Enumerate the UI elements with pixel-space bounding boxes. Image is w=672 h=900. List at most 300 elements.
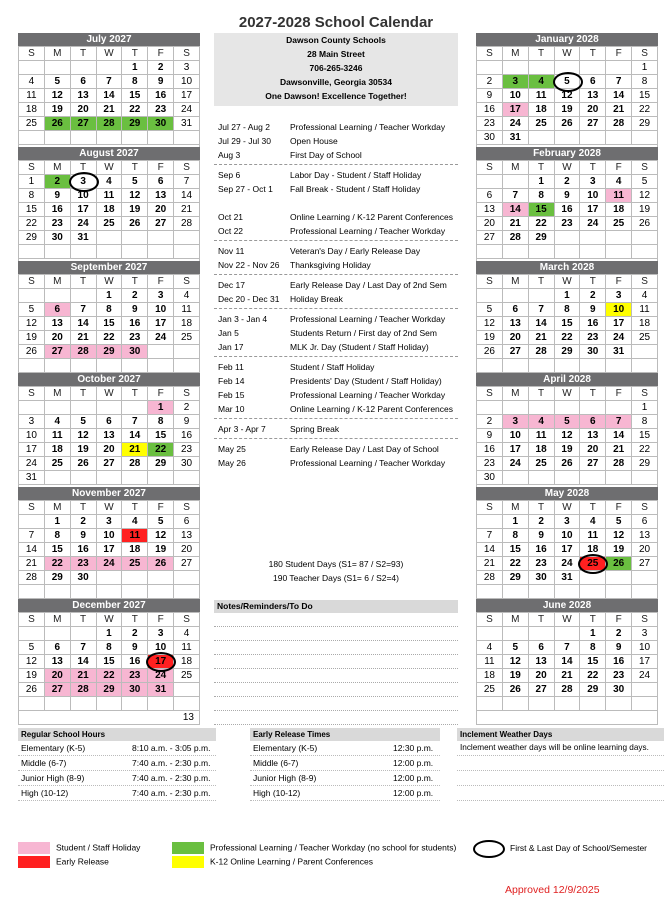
weekday-header: M xyxy=(502,501,528,515)
day-cell xyxy=(19,131,45,145)
day-cell: 11 xyxy=(122,529,148,543)
day-cell xyxy=(554,401,580,415)
day-cell xyxy=(606,131,632,145)
day-cell: 18 xyxy=(174,655,200,669)
day-cell: 2 xyxy=(580,289,606,303)
day-cell: 26 xyxy=(632,217,658,231)
event-date: Oct 21 xyxy=(218,212,244,222)
day-cell xyxy=(502,471,528,485)
day-cell: 8 xyxy=(528,189,554,203)
day-cell: 19 xyxy=(632,203,658,217)
day-cell: 29 xyxy=(96,683,122,697)
hours-value: 7:40 a.m. - 2:30 p.m. xyxy=(132,758,211,768)
event-text: Professional Learning / Teacher Workday xyxy=(290,458,446,468)
event-date: Apr 3 - Apr 7 xyxy=(218,424,266,434)
day-cell: 1 xyxy=(96,289,122,303)
day-cell: 5 xyxy=(554,415,580,429)
day-cell: 4 xyxy=(632,289,658,303)
day-cell: 6 xyxy=(632,515,658,529)
event-date: Nov 22 - Nov 26 xyxy=(218,260,280,270)
day-cell: 21 xyxy=(606,443,632,457)
legend-k12 xyxy=(172,856,373,868)
day-cell: 20 xyxy=(44,331,70,345)
weekday-header: T xyxy=(580,275,606,289)
day-cell xyxy=(148,571,174,585)
weekday-header: S xyxy=(174,387,200,401)
release-value: 12:00 p.m. xyxy=(393,758,434,768)
day-cell: 4 xyxy=(174,289,200,303)
day-cell: 23 xyxy=(606,669,632,683)
day-cell: 9 xyxy=(528,529,554,543)
day-cell xyxy=(96,697,122,711)
day-cell: 30 xyxy=(70,571,96,585)
day-cell: 20 xyxy=(44,669,70,683)
day-cell: 25 xyxy=(606,217,632,231)
day-cell: 26 xyxy=(19,345,45,359)
regular-hours-box xyxy=(18,728,216,801)
day-cell: 16 xyxy=(122,655,148,669)
day-cell: 21 xyxy=(477,557,503,571)
weekday-header: M xyxy=(44,613,70,627)
day-cell xyxy=(477,401,503,415)
event-text: Veteran's Day / Early Release Day xyxy=(290,246,421,256)
weekday-header: F xyxy=(606,275,632,289)
event-date: Nov 11 xyxy=(218,246,245,256)
day-cell: 5 xyxy=(44,75,70,89)
weekday-header: T xyxy=(528,275,554,289)
day-cell: 6 xyxy=(528,641,554,655)
day-cell xyxy=(70,289,96,303)
day-cell: 27 xyxy=(580,457,606,471)
day-cell: 5 xyxy=(477,303,503,317)
event-row xyxy=(214,168,458,182)
day-cell xyxy=(122,245,148,259)
day-cell: 8 xyxy=(502,529,528,543)
day-cell: 10 xyxy=(502,89,528,103)
day-cell: 12 xyxy=(19,655,45,669)
day-cell: 2 xyxy=(477,75,503,89)
day-cell: 30 xyxy=(580,345,606,359)
day-cell: 18 xyxy=(96,203,122,217)
day-cell: 3 xyxy=(606,289,632,303)
day-cell xyxy=(44,697,70,711)
day-cell xyxy=(528,585,554,599)
day-cell: 9 xyxy=(148,75,174,89)
weekday-header: T xyxy=(528,387,554,401)
event-row xyxy=(214,196,458,210)
events-list xyxy=(214,120,458,470)
day-cell: 3 xyxy=(174,61,200,75)
event-divider xyxy=(214,164,458,165)
day-cell: 3 xyxy=(632,627,658,641)
day-cell: 6 xyxy=(70,75,96,89)
day-cell: 14 xyxy=(96,89,122,103)
day-cell: 26 xyxy=(70,457,96,471)
event-row xyxy=(214,278,458,292)
day-cell: 1 xyxy=(96,627,122,641)
weekday-header: W xyxy=(96,161,122,175)
day-cell xyxy=(528,245,554,259)
hours-value: 7:40 a.m. - 2:30 p.m. xyxy=(132,788,211,798)
day-cell: 30 xyxy=(606,683,632,697)
day-cell xyxy=(174,585,200,599)
day-cell: 3 xyxy=(502,415,528,429)
day-cell: 12 xyxy=(477,317,503,331)
day-cell: 15 xyxy=(632,429,658,443)
event-divider xyxy=(214,274,458,275)
day-cell: 22 xyxy=(502,557,528,571)
day-cell: 20 xyxy=(632,543,658,557)
day-cell: 27 xyxy=(502,345,528,359)
day-cell xyxy=(44,627,70,641)
day-cell: 3 xyxy=(554,515,580,529)
day-cell xyxy=(528,697,554,711)
month-calendar xyxy=(18,373,200,499)
day-cell: 10 xyxy=(70,189,96,203)
day-cell: 29 xyxy=(44,571,70,585)
day-cell xyxy=(70,627,96,641)
day-cell: 7 xyxy=(528,303,554,317)
month-title: July 2027 xyxy=(18,33,200,46)
day-cell: 4 xyxy=(44,415,70,429)
day-cell: 27 xyxy=(96,457,122,471)
day-cell xyxy=(528,359,554,373)
day-cell: 2 xyxy=(70,515,96,529)
day-cell xyxy=(606,697,632,711)
day-cell xyxy=(122,231,148,245)
event-row xyxy=(214,292,458,306)
weekday-header: M xyxy=(502,275,528,289)
day-cell xyxy=(554,471,580,485)
day-cell: 24 xyxy=(148,669,174,683)
day-cell: 29 xyxy=(554,345,580,359)
event-text: Holiday Break xyxy=(290,294,343,304)
day-cell: 7 xyxy=(70,303,96,317)
day-cell xyxy=(122,471,148,485)
day-cell xyxy=(96,245,122,259)
day-cell: 2 xyxy=(554,175,580,189)
school-city: Dawsonville, Georgia 30534 xyxy=(280,77,392,87)
weekday-header: S xyxy=(19,47,45,61)
day-cell: 9 xyxy=(122,641,148,655)
event-text: Students Return / First day of 2nd Sem xyxy=(290,328,437,338)
day-cell: 3 xyxy=(19,415,45,429)
weekday-header: W xyxy=(96,387,122,401)
month-title: August 2027 xyxy=(18,147,200,160)
release-value: 12:00 p.m. xyxy=(393,788,434,798)
day-cell: 20 xyxy=(70,103,96,117)
day-cell: 23 xyxy=(528,557,554,571)
day-cell xyxy=(580,401,606,415)
weekday-header: M xyxy=(502,47,528,61)
event-text: First Day of School xyxy=(290,150,362,160)
day-cell: 7 xyxy=(174,175,200,189)
event-date: Feb 11 xyxy=(218,362,244,372)
day-cell xyxy=(477,359,503,373)
early-release-swatch xyxy=(18,856,50,868)
day-cell: 25 xyxy=(44,457,70,471)
day-cell: 4 xyxy=(528,75,554,89)
school-address: 28 Main Street xyxy=(307,49,365,59)
event-row xyxy=(214,312,458,326)
day-cell: 17 xyxy=(70,203,96,217)
weekday-header: F xyxy=(606,387,632,401)
day-cell: 18 xyxy=(44,443,70,457)
weekday-header: S xyxy=(477,47,503,61)
hours-label: High (10-12) xyxy=(21,788,69,798)
early-release-title: Early Release Times xyxy=(250,728,440,741)
weekday-header: W xyxy=(554,501,580,515)
weekday-header: S xyxy=(632,47,658,61)
month-title: April 2028 xyxy=(476,373,658,386)
day-cell xyxy=(174,245,200,259)
day-cell: 5 xyxy=(502,641,528,655)
month-school-day-count xyxy=(476,711,658,725)
day-cell xyxy=(554,585,580,599)
weekday-header: T xyxy=(70,501,96,515)
day-cell: 24 xyxy=(148,331,174,345)
legend-label: K-12 Online Learning / Parent Conferences xyxy=(210,856,374,867)
day-cell xyxy=(44,131,70,145)
day-cell: 2 xyxy=(122,627,148,641)
day-cell xyxy=(96,571,122,585)
weekday-header: W xyxy=(554,47,580,61)
day-cell xyxy=(554,131,580,145)
day-cell xyxy=(148,231,174,245)
teacher-days: 190 Teacher Days (S1= 6 / S2=4) xyxy=(272,573,399,583)
weekday-header: T xyxy=(580,613,606,627)
day-cell: 21 xyxy=(122,443,148,457)
notes-title: Notes/Reminders/To Do xyxy=(214,600,458,613)
day-cell: 11 xyxy=(632,303,658,317)
day-cell: 23 xyxy=(554,217,580,231)
day-cell: 21 xyxy=(19,557,45,571)
day-cell: 4 xyxy=(528,415,554,429)
event-date: Jan 5 xyxy=(218,328,239,338)
regular-hours-title: Regular School Hours xyxy=(18,728,216,741)
day-cell: 25 xyxy=(580,557,606,571)
weekday-header: T xyxy=(70,275,96,289)
day-cell: 15 xyxy=(148,429,174,443)
month-title: May 2028 xyxy=(476,487,658,500)
release-label: Elementary (K-5) xyxy=(253,743,318,753)
weekday-header: W xyxy=(96,613,122,627)
day-cell: 7 xyxy=(477,529,503,543)
weekday-header: S xyxy=(477,161,503,175)
day-cell: 8 xyxy=(632,415,658,429)
day-cell: 10 xyxy=(606,303,632,317)
day-cell xyxy=(70,697,96,711)
day-cell: 29 xyxy=(528,231,554,245)
day-cell: 12 xyxy=(70,429,96,443)
day-cell: 30 xyxy=(174,457,200,471)
day-cell xyxy=(19,585,45,599)
month-title: March 2028 xyxy=(476,261,658,274)
day-cell: 25 xyxy=(174,331,200,345)
weekday-header: T xyxy=(122,613,148,627)
day-cell xyxy=(44,61,70,75)
day-cell xyxy=(96,61,122,75)
day-cell: 9 xyxy=(174,415,200,429)
weekday-header: T xyxy=(122,161,148,175)
day-cell: 12 xyxy=(632,189,658,203)
day-cell: 14 xyxy=(606,89,632,103)
day-cell: 12 xyxy=(554,89,580,103)
day-cell: 6 xyxy=(96,415,122,429)
day-cell: 28 xyxy=(477,571,503,585)
weekday-header: S xyxy=(19,387,45,401)
weekday-header: S xyxy=(632,613,658,627)
day-cell xyxy=(528,401,554,415)
day-cell: 5 xyxy=(606,515,632,529)
day-cell: 11 xyxy=(528,429,554,443)
event-row xyxy=(214,210,458,224)
legend-label: Early Release xyxy=(56,856,109,867)
weekday-header: F xyxy=(148,387,174,401)
event-date: Jul 27 - Aug 2 xyxy=(218,122,270,132)
day-cell: 31 xyxy=(606,345,632,359)
day-cell: 28 xyxy=(122,457,148,471)
day-cell: 29 xyxy=(148,457,174,471)
day-cell: 4 xyxy=(122,515,148,529)
day-cell: 2 xyxy=(122,289,148,303)
day-cell: 8 xyxy=(122,75,148,89)
day-cell xyxy=(174,359,200,373)
day-cell: 22 xyxy=(19,217,45,231)
month-school-day-count: 13 xyxy=(18,711,200,725)
weekday-header: F xyxy=(606,161,632,175)
day-cell: 4 xyxy=(477,641,503,655)
day-cell xyxy=(580,245,606,259)
day-cell: 16 xyxy=(174,429,200,443)
month-title: November 2027 xyxy=(18,487,200,500)
weekday-header: F xyxy=(606,613,632,627)
k12-swatch xyxy=(172,856,204,868)
day-cell: 26 xyxy=(44,117,70,131)
day-cell: 13 xyxy=(44,655,70,669)
day-cell: 27 xyxy=(528,683,554,697)
event-divider xyxy=(214,240,458,241)
day-cell: 14 xyxy=(528,317,554,331)
day-cell xyxy=(44,359,70,373)
day-cell: 7 xyxy=(19,529,45,543)
day-cell: 22 xyxy=(44,557,70,571)
weekday-header: F xyxy=(606,501,632,515)
day-cell xyxy=(70,401,96,415)
day-cell: 31 xyxy=(19,471,45,485)
day-cell xyxy=(19,289,45,303)
day-cell: 1 xyxy=(19,175,45,189)
day-cell: 13 xyxy=(580,429,606,443)
weekday-header: S xyxy=(174,275,200,289)
day-cell: 1 xyxy=(632,401,658,415)
day-cell: 17 xyxy=(96,543,122,557)
day-cell: 26 xyxy=(19,683,45,697)
day-cell: 5 xyxy=(632,175,658,189)
day-cell: 18 xyxy=(19,103,45,117)
event-date: Feb 15 xyxy=(218,390,245,400)
day-cell: 20 xyxy=(174,543,200,557)
weekday-header: T xyxy=(70,613,96,627)
day-cell: 10 xyxy=(148,303,174,317)
day-cell: 28 xyxy=(96,117,122,131)
day-cell: 28 xyxy=(502,231,528,245)
day-cell: 20 xyxy=(477,217,503,231)
day-cell: 26 xyxy=(122,217,148,231)
weekday-header: S xyxy=(19,161,45,175)
event-row xyxy=(214,224,458,238)
day-cell: 8 xyxy=(632,75,658,89)
day-cell: 4 xyxy=(606,175,632,189)
day-cell: 9 xyxy=(554,189,580,203)
day-cell: 6 xyxy=(44,303,70,317)
day-cell: 5 xyxy=(19,641,45,655)
event-row xyxy=(214,134,458,148)
day-cell xyxy=(502,401,528,415)
school-name: Dawson County Schools xyxy=(286,35,386,45)
month-calendar xyxy=(476,261,658,387)
hours-label: Elementary (K-5) xyxy=(21,743,86,753)
day-cell: 15 xyxy=(554,317,580,331)
day-cell: 31 xyxy=(70,231,96,245)
legend-circle xyxy=(510,843,647,853)
day-cell: 10 xyxy=(96,529,122,543)
day-cell: 19 xyxy=(19,331,45,345)
day-cell xyxy=(174,683,200,697)
day-cell: 9 xyxy=(477,89,503,103)
day-cell xyxy=(70,245,96,259)
day-cell xyxy=(477,61,503,75)
month-title: December 2027 xyxy=(18,599,200,612)
day-cell: 20 xyxy=(96,443,122,457)
day-cell: 18 xyxy=(122,543,148,557)
day-cell xyxy=(606,471,632,485)
day-cell: 30 xyxy=(122,683,148,697)
day-cell: 17 xyxy=(19,443,45,457)
day-cell: 21 xyxy=(528,331,554,345)
day-cell: 19 xyxy=(44,103,70,117)
day-cell: 25 xyxy=(96,217,122,231)
inclement-text: Inclement weather days will be online learning days. xyxy=(460,743,649,752)
day-cell: 21 xyxy=(606,103,632,117)
pl-swatch xyxy=(172,842,204,854)
day-cell: 12 xyxy=(502,655,528,669)
weekday-header: W xyxy=(554,613,580,627)
day-cell: 11 xyxy=(19,89,45,103)
hours-label: Middle (6-7) xyxy=(21,758,67,768)
day-cell: 13 xyxy=(477,203,503,217)
day-cell xyxy=(96,585,122,599)
event-date: Mar 10 xyxy=(218,404,245,414)
month-calendar xyxy=(18,147,200,273)
day-cell: 30 xyxy=(148,117,174,131)
day-cell: 27 xyxy=(148,217,174,231)
weekday-header: S xyxy=(19,275,45,289)
day-cell xyxy=(19,61,45,75)
day-cell xyxy=(502,585,528,599)
day-cell xyxy=(122,697,148,711)
day-cell: 18 xyxy=(528,443,554,457)
event-row xyxy=(214,340,458,354)
day-cell xyxy=(148,697,174,711)
day-cell xyxy=(174,697,200,711)
month-calendar xyxy=(476,33,658,159)
weekday-header: T xyxy=(580,387,606,401)
day-cell xyxy=(477,515,503,529)
day-cell: 22 xyxy=(96,331,122,345)
day-cell: 10 xyxy=(554,529,580,543)
day-cell: 29 xyxy=(502,571,528,585)
